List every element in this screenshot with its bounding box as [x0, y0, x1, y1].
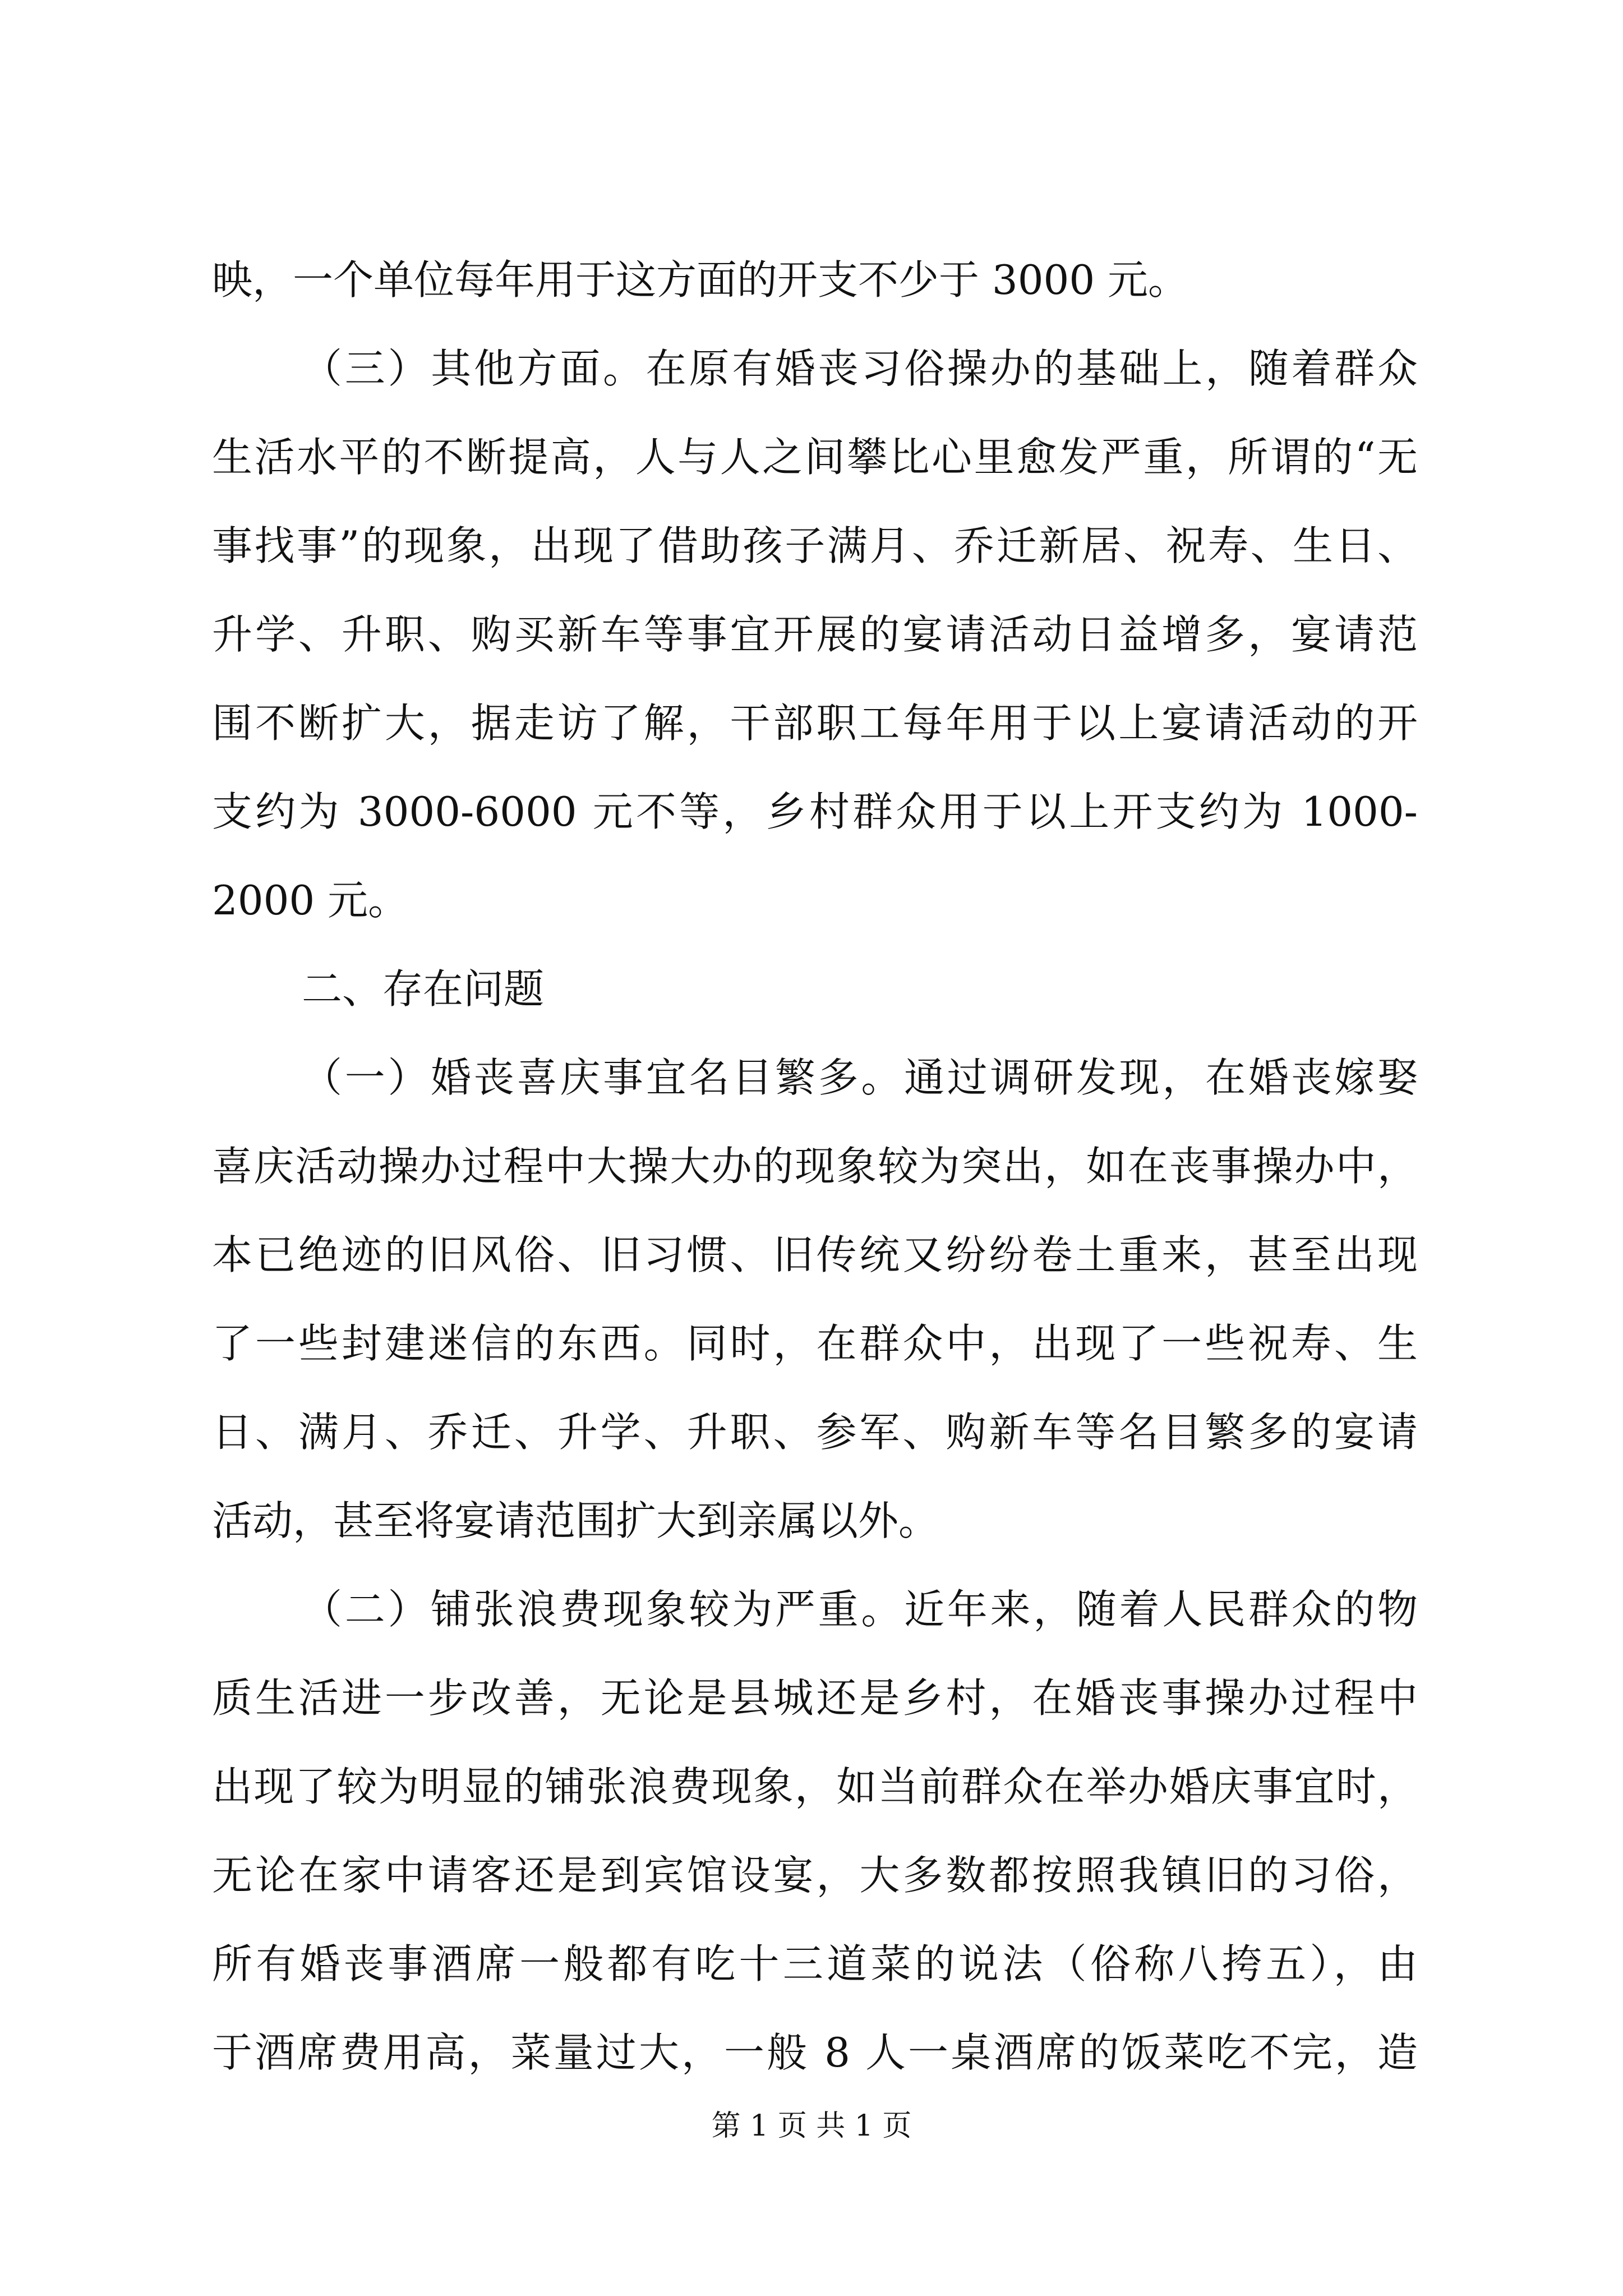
text-line: 出现了较为明显的铺张浪费现象，如当前群众在举办婚庆事宜时，: [212, 1763, 1418, 1810]
document-body: [212, 236, 1418, 2097]
text-line: 2000 元。: [212, 877, 409, 924]
text-line: 事找事”的现象，出现了借助孩子满月、乔迁新居、祝寿、生日、: [212, 522, 1418, 569]
paragraph-continuation: [212, 236, 1418, 324]
heading-line: 二、存在问题: [302, 965, 545, 1013]
text-line: 支约为 3000-6000 元不等，乡村群众用于以上开支约为 1000-: [212, 788, 1418, 835]
text-line: 升学、升职、购买新车等事宜开展的宴请活动日益增多，宴请范: [212, 611, 1418, 658]
text-line: 本已绝迹的旧风俗、旧习惯、旧传统又纷纷卷土重来，甚至出现: [212, 1231, 1418, 1278]
text-line: 围不断扩大，据走访了解，干部职工每年用于以上宴请活动的开: [212, 700, 1418, 747]
text-line: 了一些封建迷信的东西。同时，在群众中，出现了一些祝寿、生: [212, 1320, 1418, 1367]
text-line: （二）铺张浪费现象较为严重。近年来，随着人民群众的物: [302, 1586, 1418, 1633]
section-heading: [212, 945, 1418, 1033]
text-line: 映，一个单位每年用于这方面的开支不少于 3000 元。: [212, 256, 1189, 303]
text-line: 活动，甚至将宴请范围扩大到亲属以外。: [212, 1497, 939, 1544]
text-line: 喜庆活动操办过程中大操大办的现象较为突出，如在丧事操办中，: [212, 1143, 1418, 1190]
text-line: （一）婚丧喜庆事宜名目繁多。通过调研发现，在婚丧嫁娶: [302, 1054, 1418, 1101]
page-number-label: 第 1 页 共 1 页: [711, 2109, 912, 2143]
paragraph-many-occasions: [212, 1033, 1418, 1565]
text-line: 于酒席费用高，菜量过大，一般 8 人一桌酒席的饭菜吃不完，造: [212, 2029, 1418, 2076]
text-line: 质生活进一步改善，无论是县城还是乡村，在婚丧事操办过程中: [212, 1674, 1418, 1722]
text-line: 所有婚丧事酒席一般都有吃十三道菜的说法（俗称八挎五），由: [212, 1940, 1418, 1987]
text-line: （三）其他方面。在原有婚丧习俗操办的基础上，随着群众: [302, 345, 1418, 392]
text-line: 日、满月、乔迁、升学、升职、参军、购新车等名目繁多的宴请: [212, 1409, 1418, 1456]
text-line: 生活水平的不断提高，人与人之间攀比心里愈发严重，所谓的“无: [212, 434, 1418, 481]
paragraph-waste: [212, 1565, 1418, 2097]
text-line: 无论在家中请客还是到宾馆设宴，大多数都按照我镇旧的习俗，: [212, 1852, 1418, 1899]
paragraph-other-aspects: [212, 324, 1418, 945]
page-footer: [0, 2106, 1623, 2146]
